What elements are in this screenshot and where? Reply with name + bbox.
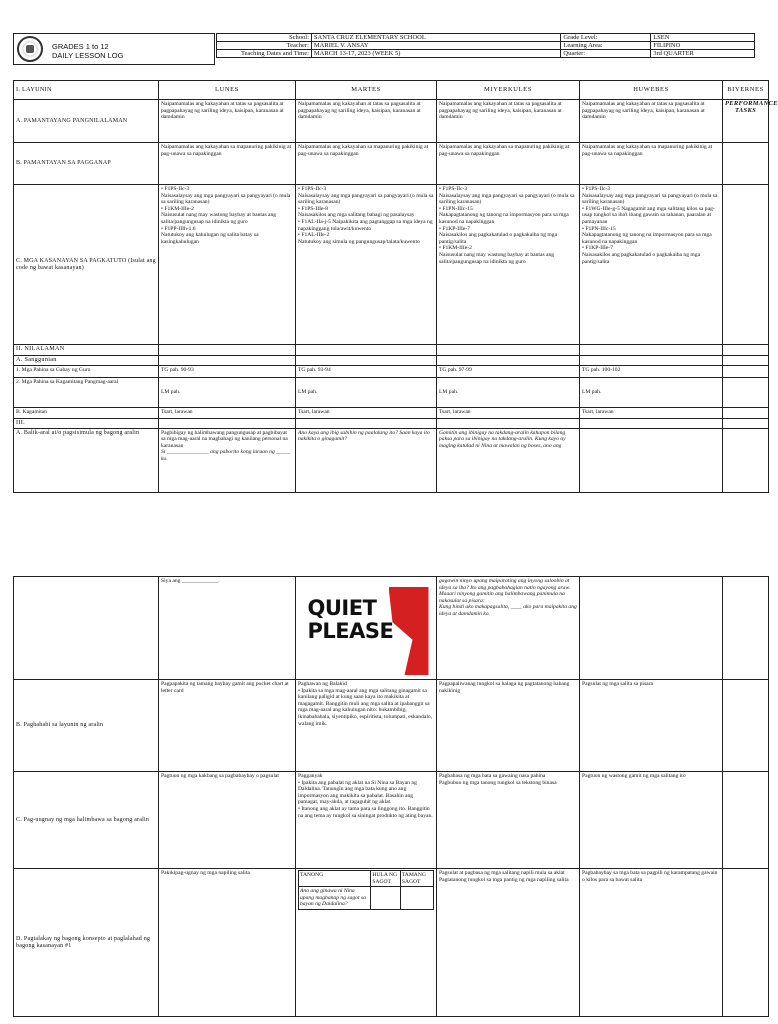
row-label: B. PAMANTAYAN SA PAGGANAP [14, 143, 159, 185]
cell-martes-image [296, 577, 437, 680]
row-balik-aral [14, 428, 769, 492]
cell-miyerkules-text: gagawin ninyo upang maiparating ang inyong saloobin at ideya sa iba? Ito ang pagbabahagian natin ngayong araw. Maaari ninyong gamitin ang halimbawang panimula na nakasulat sa pisara: [439, 578, 571, 604]
row-pamantayang-pangnilalaman [14, 100, 769, 143]
cell-miyerkules: Pagsulat at pagbasa ng mga salitang napili mula sa aklat Pagtatanong tungkol sa mga pantig ng mga napiling salita [437, 869, 580, 1017]
cell-martes: Paghawan ng Balakid • Ipakita sa mga mag-aaral ang mga salitang ginagamit sa kanilang paligid at kung saan kaya ito makikita at magagamit. Banggitin muli ang mga salita at ipabanggit sa mga mag-aaral ang kahulugan nito: bukambibig, ikinababahala, siyentipiko, espiritista, tolumpati, eskandalo, walang imik. [296, 680, 437, 772]
cell-lunes: Naipamamalas ang kakayahan at tatas sa pagsasalita at pagpapahayag ng sariling ideya, kaisipan, karanasan at damdamin [159, 100, 296, 143]
cell-biyernes [723, 143, 769, 185]
school-label: School: [217, 34, 312, 42]
row-kagamitang-pangmag-aaral [14, 378, 769, 408]
cell-lunes: Pagpapakita ng tamang baybay gamit ang pocket chart at letter card [159, 680, 296, 772]
col-header-huwebes: HUWEBES [580, 81, 723, 100]
cell-miyerkules: Naipamamalas ang kakayahan at tatas sa pagsasalita at pagpapahayag ng sariling ideya, kaisipan, karanasan at damdamin [437, 100, 580, 143]
cell-martes: Pagganyak • Ipakita ang pabalat ng aklat na Si Nina sa Bayan ng Daldalina. Tanungin ang mga bata kung ano ang impormasyon ang makikita sa pabalat. Basahin ang pamagat, may-akda, at tagaguhit ng aklat. • Itanong ang aklat ay tama para sa linggong ito. Banggitin na ang tema ay tungkol sa siningat produkto ng ating bayan. [296, 772, 437, 869]
cell-martes: Tsart, larawan [296, 408, 437, 419]
lesson-log-table-page2 [13, 576, 769, 1017]
cell-miyerkules: Pagbabasa ng mga bata sa gawaing nasa pahina Pagbubuo ng mga tanong tungkol sa tekstong binasa [437, 772, 580, 869]
inner-head-tama: TAMANG SAGOT [400, 871, 433, 887]
row-label: II. NILALAMAN [14, 345, 159, 356]
cell-huwebes: Pagsulat ng mga salita sa pisara [580, 680, 723, 772]
grade-level-label: Grade Level: [561, 34, 651, 42]
cell-miyerkules-fill-in: Kung hindi ako makapagsalita, ____ ako para maipakita ang ideya at damdamin ko. [439, 604, 577, 617]
cell-lunes [159, 428, 296, 492]
header-title-line1: GRADES 1 to 12 [52, 42, 109, 51]
cell-biyernes-performance: PERFORMANCE TASKS [723, 100, 769, 143]
cell-huwebes: Pagbabaybay sa mga bata sa pagpili ng karampatang gawain o kilos para sa bawat salita [580, 869, 723, 1017]
row-pagtalakay [14, 869, 769, 1017]
inner-head-tanong: TANONG [299, 871, 371, 887]
col-header-martes: MARTES [296, 81, 437, 100]
cell-huwebes: Naipamamalas ang kakayahan at tatas sa pagsasalita at pagpapahayag ng sariling ideya, kaisipan, karanasan at damdamin [580, 100, 723, 143]
cell-miyerkules: TG pah. 97-99 [437, 366, 580, 378]
row-label: B. Kagamitan [14, 408, 159, 419]
inner-question: Ano ang ginawa ni Nina upang maghanap ng sagot sa bayan ng Daldalina? [299, 887, 371, 910]
row-label: 2. Mga Pahina sa Kagamitang Pangmag-aaral [14, 378, 159, 408]
teaching-dates-value: MARCH 13-17, 2023 (WEEK 5) [311, 50, 560, 58]
cell-huwebes: Naipamamalas ang kakayahan sa mapanuring pakikinig at pag-unawa sa napakinggan [580, 143, 723, 185]
quarter-label: Quarter: [561, 50, 651, 58]
grade-level-value: LSEN [651, 34, 755, 42]
cell-lunes: Tsart, larawan [159, 408, 296, 419]
cell-lunes-fill-in: Si _______________ ang paborito kong laruan ng _____ ko. [161, 449, 291, 462]
row-label: B. Paghahabi sa layunin ng aralin [14, 680, 159, 772]
cell-miyerkules: Tsart, larawan [437, 408, 580, 419]
cell-huwebes: LM pah. [580, 378, 723, 408]
row-kasanayan [14, 185, 769, 345]
row-nilalaman [14, 345, 769, 356]
cell-martes: LM pah. [296, 378, 437, 408]
row-label: C. Pag-uugnay ng mga halimbawa sa bagong aralin [14, 772, 159, 869]
row-label: D. Pagtalakay ng bagong konsepto at paglalahad ng bagong kasanayan #1 [14, 869, 159, 1017]
school-info-table [216, 33, 755, 58]
row-label: A. Balik-aral at/o pagsisimula ng bagong aralin [14, 428, 159, 492]
row-label: A. PAMANTAYANG PANGNILALAMAN [14, 100, 159, 143]
cell-miyerkules: LM pah. [437, 378, 580, 408]
cell-martes: TG pah. 93-94 [296, 366, 437, 378]
cell-miyerkules: Pagpapaliwanag tungkol sa halaga ng pagtatanong habang nakikinig [437, 680, 580, 772]
hush-hand-icon [389, 587, 429, 675]
cell-huwebes: TG pah. 100-102 [580, 366, 723, 378]
row-label: A. Sanggunian [14, 356, 159, 366]
cell-martes-inner [296, 869, 437, 1017]
cell-lunes: TG pah. 90-93 [159, 366, 296, 378]
row-paghahabi [14, 680, 769, 772]
column-header-row [14, 81, 769, 100]
cell-martes: Naipamamalas ang kakayahan at tatas sa pagsasalita at pagpapahayag ng sariling ideya, kaisipan, karanasan at damdamin [296, 100, 437, 143]
row-label: 1. Mga Pahina sa Gabay ng Guro [14, 366, 159, 378]
cell-miyerkules [437, 577, 580, 680]
row-pamamaraan [14, 419, 769, 429]
cell-martes: • F1PS-IIc-3 Naisasalaysay ang mga pangyayari sa pangyayari (o mula sa sariling karanasan) • F1PS-IIIe-8 Naisasakilos ang mga salitang bahagi ng pasalaysay • F1AL-IIa-j-5 Naipakikita ang pagtanggap sa mga ideya ng napakinggang tula/awit/kuwento • F1AL-IIIe-2 Natutukoy ang simula ng pangungusap/talata/kuwento [296, 185, 437, 345]
quiet-text: QUIET [307, 596, 377, 620]
quarter-value: 3rd QUARTER [651, 50, 755, 58]
row-label: III. [14, 419, 159, 429]
cell-martes: Naipamamalas ang kakayahan sa mapanuring pakikinig at pag-unawa sa napakinggan [296, 143, 437, 185]
cell-lunes: LM pah. [159, 378, 296, 408]
col-header-biyernes: BIYERNES [723, 81, 769, 100]
header-title [52, 42, 123, 60]
cell-martes: Ano kaya ang ibig sabihin ng paalalang ito? Saan kaya ito nakikita o ginagamit? [296, 428, 437, 492]
cell-lunes-text: Pagbibigay ng halimbawang pangungusap at pagbibayat sa mga mag-aaral na magbahagi ng kanilang personal na karanasan [161, 429, 288, 449]
row-gabay-guro [14, 366, 769, 378]
cell-huwebes: • F1PS-IIc-3 Naisasalaysay ang mga pangyayari sa pangyayari (o mula sa sariling karanasan) • F1WG-IIIe-g-5 Nagagamit ang mga salitang kilos sa pag-usap tungkol sa iba't ibang gawain sa tahanan, paaralan at pamayanan • F1PN-IIIc-15 Nakapagtatanong ng tanong na impormasyon para sa mga kasunod na napakinggan • F1KP-IIIe-7 Naisasakilos ang pagkakatulad o pagkakaiba ng mga pantig/salita [580, 185, 723, 345]
please-text: PLEASE [307, 619, 394, 643]
cell-lunes: Pagtuon ng mga kakbang sa pagbabaybay o pagsulat [159, 772, 296, 869]
cell-huwebes: Pagtuon ng wastong gamit ng mga salitang ito [580, 772, 723, 869]
cell-lunes: Naipamamalas ang kakayahan sa mapanuring pakikinig at pag-unawa sa napakinggan [159, 143, 296, 185]
quiet-please-text [308, 597, 394, 643]
cell-biyernes [723, 185, 769, 345]
teacher-label: Teacher: [217, 42, 312, 50]
row-label: C. MGA KASANAYAN SA PAGKATUTO (Isulat ang code ng bawat kasanayan) [14, 185, 159, 345]
cell-huwebes: Tsart, larawan [580, 408, 723, 419]
cell-lunes: Siya ang _____________. [159, 577, 296, 680]
row-balik-aral-continued [14, 577, 769, 680]
cell-miyerkules: Naipamamalas ang kakayahan sa mapanuring pakikinig at pag-unawa sa napakinggan [437, 143, 580, 185]
row-pamantayan-sa-pagganap [14, 143, 769, 185]
row-sanggunian [14, 356, 769, 366]
col-header-layunin: I. LAYUNIN [14, 81, 159, 100]
cell-lunes: Pakikipag-ugnay ng mga napiling salita [159, 869, 296, 1017]
header-title-line2: DAILY LESSON LOG [52, 51, 124, 60]
header-logo-box [13, 33, 215, 65]
school-value: SANTA CRUZ ELEMENTARY SCHOOL [311, 34, 560, 42]
quiet-please-image [304, 579, 429, 677]
lesson-log-table [13, 80, 778, 493]
learning-area-value: FILIPINO [651, 42, 755, 50]
cell-miyerkules: Gamitin ang ibinigay na takdang-aralin kahapon bilang paksa para sa ibinigay na takdang-aralin. Kung kayo ay maging katulad ni Nina at mawalan ng boses, ano ang [437, 428, 580, 492]
question-table [298, 870, 434, 910]
cell-miyerkules: • F1PS-IIc-3 Naisasalaysay ang mga pangyayari sa pangyayari (o mula sa sariling karanasan) • F1PN-IIIc-15 Nakapagtatanong ng tanong na impormasyon para sa mga kasunod na napakinggan • F1KP-IIIe-7 Naisasakilos ang pagkakatulad o pagkakaiba ng mga pantig/salita • F1KM-IIIe-2 Naisusulat nang may wastong baybay at bantas ang salita/pangungusap na idinikta ng guro [437, 185, 580, 345]
row-pag-uugnay [14, 772, 769, 869]
row-kagamitan [14, 408, 769, 419]
deped-seal-icon [17, 36, 43, 62]
col-header-lunes: LUNES [159, 81, 296, 100]
inner-head-hula: HULA NG SAGOT [371, 871, 401, 887]
cell-lunes: • F1PS-IIc-3 Naisasalaysay ang mga pangyayari sa pangyayari (o mula sa sariling karanasan) • F1KM-IIIe-2 Naisusulat nang may wastong baybay at bantas ang salita/pangungusap na idinikta ng guro • F1PP-IIIh-1.6 Natutukoy ang kahulugan ng salita batay sa kasingkahulugan [159, 185, 296, 345]
col-header-miyerkules: MIYERKULES [437, 81, 580, 100]
teaching-dates-label: Teaching Dates and Time: [217, 50, 312, 58]
learning-area-label: Learning Area: [561, 42, 651, 50]
teacher-value: MARIEL V. ANSAY [311, 42, 560, 50]
